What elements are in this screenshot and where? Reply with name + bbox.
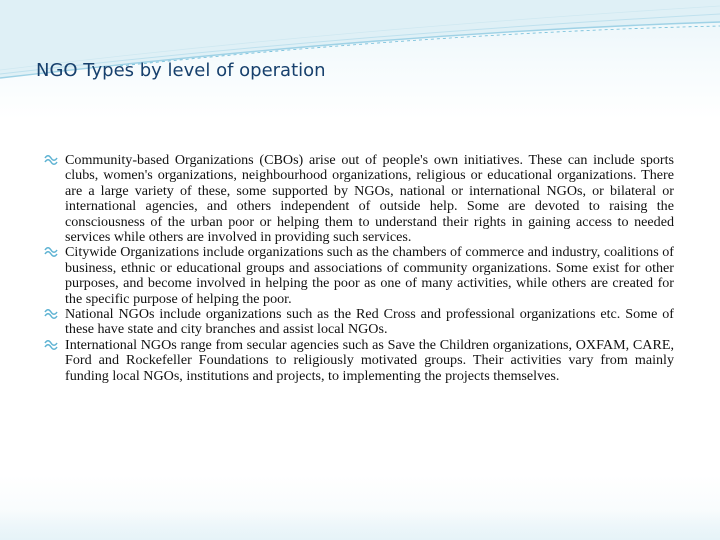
item-lead: Community-based Organizations (65, 152, 254, 168)
item-text: include organizations such as the Red Cross and professional organizations etc. Some of these have state and city branches and assist local NGOs. (65, 306, 675, 338)
wave-bullet-icon (44, 307, 62, 322)
list-item (44, 245, 674, 307)
wave-bullet-icon (44, 245, 62, 260)
item-lead: International NGOs (65, 336, 177, 353)
slide-title: NGO Types by level of operation (36, 60, 326, 81)
bullet-list (44, 153, 674, 384)
item-text: range from secular agencies such as Save the Children organizations, OXFAM, CARE, Ford and Rockefeller Foundations to religiously motivated groups. Their activities vary from mainly funding local NGOs, institutions and projects, to implementing the projects themselves. (65, 336, 674, 384)
item-text: include organizations such as the chambers of commerce and industry, coalitions of business, ethnic or educational groups and associations of community organizations. Some exist for other purposes, and become involved in helping the poor as one of many activities, while others are created for the specific purpose of helping the poor. (65, 244, 674, 307)
wave-bullet-icon (44, 153, 62, 168)
item-lead: Citywide Organizations (65, 244, 200, 261)
list-item (44, 153, 674, 245)
footer-band-decoration (0, 510, 720, 540)
list-item (44, 338, 674, 384)
item-lead: National NGOs (65, 306, 155, 323)
item-text: (CBOs) arise out of people's own initiatives. These can include sports clubs, women's organizations, neighbourhood organizations, religious or educational organizations. There are a large variety of these, some supported by NGOs, national or international NGOs, or bilateral or international agencies, and others independent of outside help. Some are devoted to raising the consciousness of the urban poor or helping them to understand their rights in gaining access to needed services while others are involved in providing such services. (65, 152, 675, 246)
wave-bullet-icon (44, 338, 62, 353)
list-item (44, 307, 674, 338)
